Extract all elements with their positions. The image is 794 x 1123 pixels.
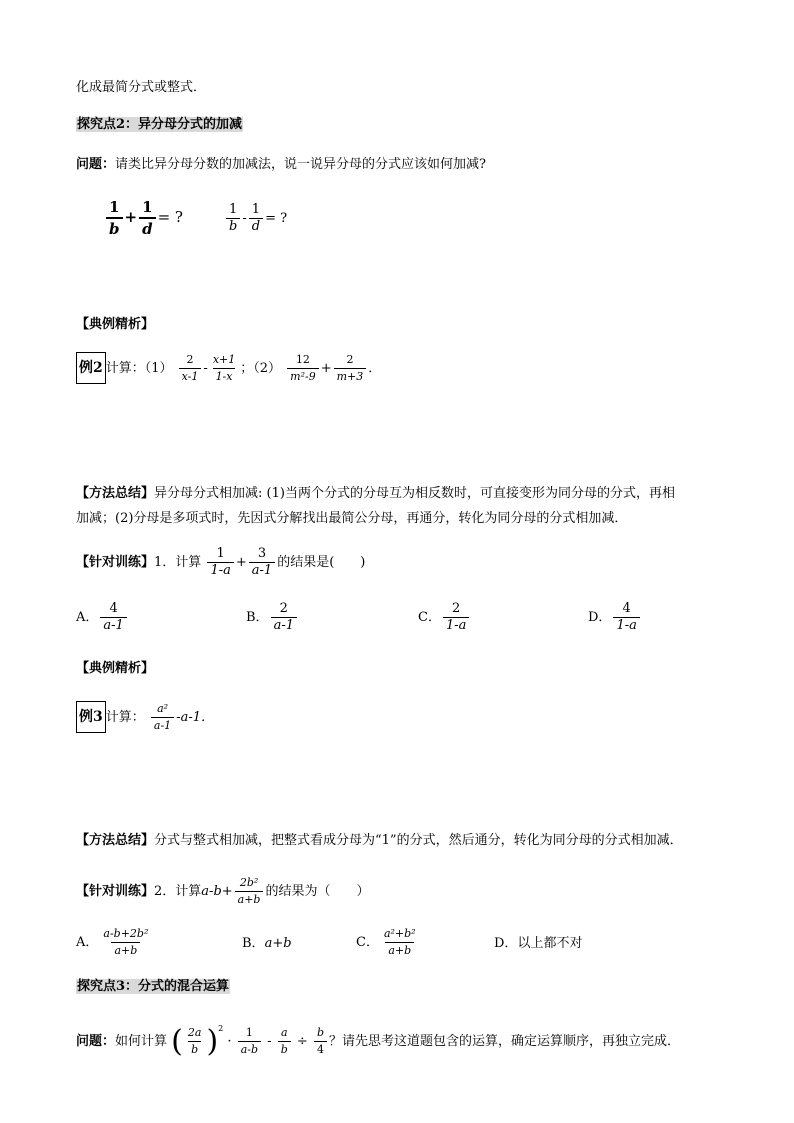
training-prefix: 2．计算 (154, 884, 202, 899)
example-heading: 【典例精析】 (76, 317, 155, 332)
section-title-2 (76, 116, 243, 134)
fraction (238, 1025, 261, 1058)
fraction (139, 197, 156, 239)
right-paren: ) (206, 1023, 219, 1059)
numerator: a-b+2b² (103, 927, 149, 940)
question-prefix: 如何计算 (115, 1034, 168, 1049)
question-label: 问题： (76, 157, 116, 172)
fraction (226, 202, 240, 235)
denominator: m²-9 (287, 368, 319, 385)
method-summary-1-cont: 加减；(2)分母是多项式时，先因式分解找出最简公分母，再通分，转化为同分母的分式相加减． (76, 511, 628, 526)
training-suffix: 的结果为（ ） (265, 884, 370, 899)
equals-question: = ? (265, 211, 288, 226)
denominator: a+b (235, 891, 264, 908)
denominator: b (226, 218, 240, 235)
denominator: b (188, 1041, 201, 1058)
numerator: 2 (279, 601, 288, 616)
training-2 (76, 875, 370, 908)
training-suffix: 的结果是( ) (277, 555, 366, 570)
section-3-heading: 探究点3：分式的混合运算 (77, 979, 230, 994)
fraction (106, 197, 123, 239)
denominator: a+b (111, 942, 140, 959)
numerator: 2 (186, 353, 194, 366)
fraction (287, 352, 319, 385)
fraction (278, 1025, 291, 1058)
numerator: 2 (452, 601, 461, 616)
numerator: 1 (109, 198, 120, 216)
denominator: a-b (238, 1041, 261, 1058)
fraction (381, 926, 419, 959)
denominator: m+3 (334, 368, 367, 385)
option-letter: A． (76, 935, 99, 950)
denominator: d (139, 217, 156, 239)
operator: - (203, 361, 208, 376)
fraction (443, 601, 469, 634)
fraction (100, 926, 151, 959)
method-label: 【方法总结】 (76, 833, 155, 848)
question-label: 问题： (76, 1034, 116, 1049)
fraction (249, 202, 263, 235)
training-1 (76, 546, 365, 579)
numerator: 2b² (239, 876, 259, 889)
operator: ÷ (296, 1034, 308, 1049)
example-3-prefix: 计算： (105, 710, 145, 725)
training-label: 【针对训练】 (76, 555, 155, 570)
question-1 (76, 156, 486, 174)
example-2-prefix: 计算：（1） (105, 361, 173, 376)
training-prefix: 1．计算 (154, 555, 202, 570)
operator: + (235, 555, 247, 570)
option-c[interactable] (418, 601, 471, 634)
denominator: a-1 (271, 617, 297, 634)
method-label: 【方法总结】 (76, 486, 155, 501)
option-b[interactable] (242, 932, 292, 951)
numerator: a² (157, 702, 169, 715)
option-text: a+b (264, 936, 292, 951)
numerator: 2a (187, 1026, 202, 1039)
exponent: 2 (218, 1024, 224, 1033)
denominator: 4 (314, 1041, 327, 1058)
fraction (185, 1025, 205, 1058)
denominator: b (278, 1041, 291, 1058)
option-a[interactable] (76, 926, 153, 959)
denominator: 1-a (613, 617, 639, 634)
example-3-label: 例3 (76, 701, 106, 733)
denominator: b (106, 217, 123, 239)
fraction (235, 875, 264, 908)
denominator: x-1 (179, 368, 202, 385)
numerator: b (316, 1026, 324, 1039)
fraction (207, 546, 233, 579)
numerator: 2 (346, 353, 354, 366)
formula-1 (104, 197, 183, 239)
fraction (100, 601, 126, 634)
fraction (613, 601, 639, 634)
option-letter: D． (494, 936, 518, 951)
operator: + (320, 361, 332, 376)
option-letter: B． (242, 936, 265, 951)
option-a[interactable] (76, 601, 129, 634)
numerator: 4 (622, 601, 631, 616)
option-letter: D． (588, 610, 612, 625)
operator: - (267, 1034, 272, 1049)
fraction (151, 701, 174, 734)
numerator: 1 (216, 546, 225, 561)
denominator: d (249, 218, 263, 235)
example-3 (76, 701, 214, 734)
example-2-label: 例2 (76, 352, 106, 384)
option-letter: B． (246, 610, 269, 625)
option-d[interactable] (494, 932, 582, 951)
numerator: x+1 (212, 353, 236, 366)
fraction (210, 352, 238, 385)
training-label: 【针对训练】 (76, 884, 155, 899)
option-b[interactable] (246, 601, 299, 634)
numerator: 4 (109, 601, 118, 616)
example-heading: 【典例精析】 (76, 661, 155, 676)
example-3-rest: -a-1． (176, 710, 214, 725)
question-2 (76, 1020, 680, 1058)
fraction (271, 601, 297, 634)
operator: - (242, 211, 247, 226)
example-2 (76, 352, 381, 385)
fraction (179, 352, 202, 385)
numerator: a²+b² (383, 927, 416, 940)
example-2-mid: ；（2） (240, 361, 282, 376)
period: ． (368, 361, 382, 376)
fraction (249, 546, 275, 579)
method-text-line-1: 异分母分式相加减: (1)当两个分式的分母互为相反数时，可直接变形为同分母的分式，再相 (154, 486, 675, 501)
intro-text: 化成最简分式或整式． (76, 80, 207, 95)
numerator: 12 (295, 353, 310, 366)
formula-2 (224, 202, 287, 235)
numerator: 1 (229, 202, 238, 217)
operator: + (124, 208, 138, 226)
option-c[interactable] (356, 926, 421, 959)
denominator: a-1 (100, 617, 126, 634)
numerator: 3 (257, 546, 267, 561)
numerator: 1 (251, 202, 261, 217)
option-letter: C． (356, 935, 379, 950)
question-text: 请类比异分母分数的加减法，说一说异分母的分式应该如何加减? (115, 157, 486, 172)
training-expression: a-b+ (201, 884, 233, 899)
denominator: a-1 (249, 562, 275, 579)
section-2-heading: 探究点2：异分母分式的加减 (77, 117, 243, 132)
option-letter: A． (76, 610, 99, 625)
option-letter: C． (418, 610, 441, 625)
question-suffix: ？请先思考这道题包含的运算，确定运算顺序，再独立完成． (328, 1034, 680, 1049)
equals-question: = ? (157, 208, 183, 226)
denominator: 1-a (207, 562, 233, 579)
fraction (314, 1025, 327, 1058)
left-paren: ( (171, 1023, 183, 1059)
method-summary-1 (76, 485, 675, 503)
method-summary-2 (76, 832, 683, 850)
numerator: 1 (245, 1026, 253, 1039)
section-title-3 (76, 978, 230, 996)
numerator: 1 (142, 198, 153, 216)
numerator: a (280, 1026, 288, 1039)
option-text: 以上都不对 (517, 936, 583, 951)
denominator: a-1 (151, 717, 174, 734)
method-text: 分式与整式相加减，把整式看成分母为“1”的分式，然后通分，转化为同分母的分式相加减． (154, 833, 683, 848)
denominator: 1-a (443, 617, 469, 634)
denominator: a+b (385, 942, 414, 959)
denominator: 1-x (213, 368, 236, 385)
option-d[interactable] (588, 601, 642, 634)
operator: · (227, 1034, 232, 1049)
fraction (334, 352, 367, 385)
